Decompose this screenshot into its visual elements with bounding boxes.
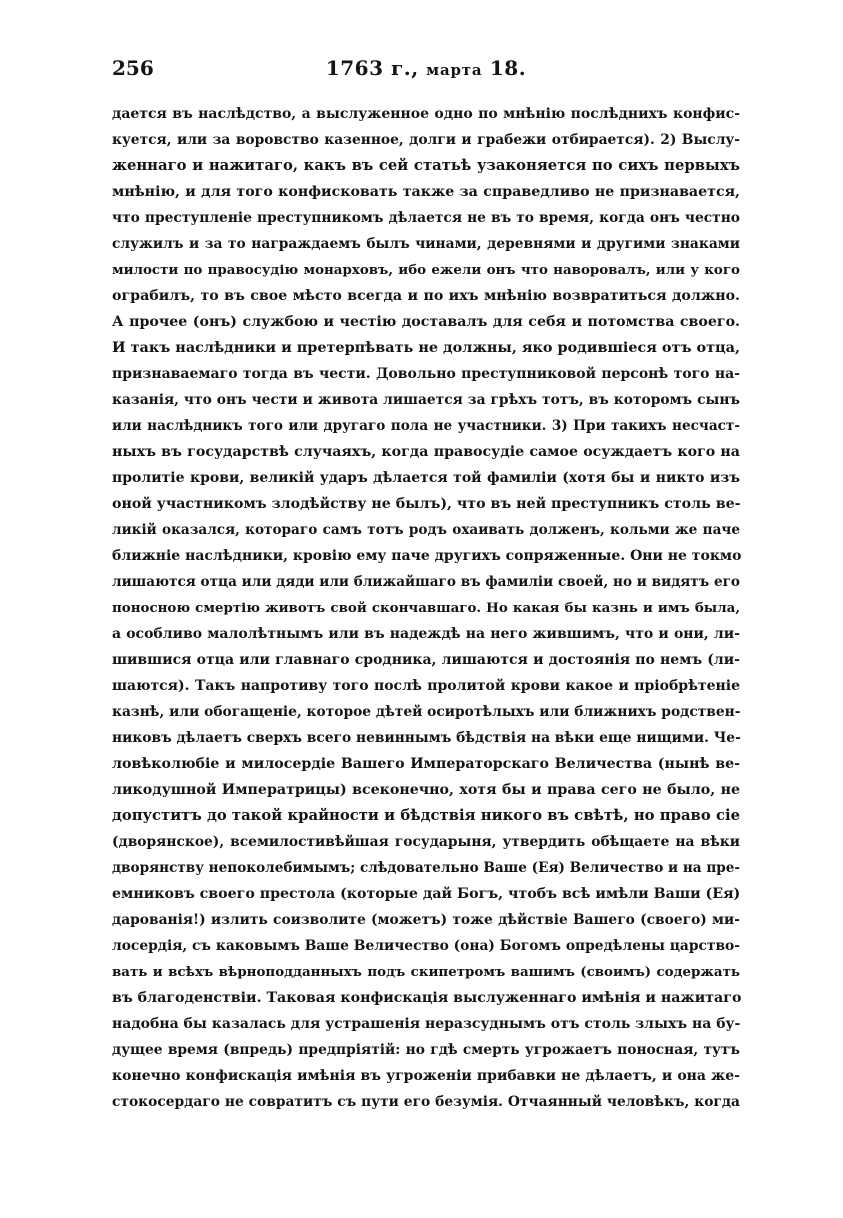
text-line: ликій оказался, котораго самъ тотъ родъ охаивать долженъ, кольми же паче: [112, 522, 740, 538]
text-line: А прочее (онъ) службою и честію доставалъ для себя и потомства своего.: [112, 314, 740, 330]
text-line: надобна бы казалась для устрашенія неразсуднымъ отъ столь злыхъ на бу-: [112, 1016, 741, 1032]
page-header: [112, 56, 740, 86]
running-head: [112, 56, 740, 80]
text-line: женнаго и нажитаго, какъ въ сей статьѣ узаконяется по сихъ первыхъ: [112, 157, 740, 174]
text-line: дущее время (впредь) предпріятій: но гдѣ смерть угрожаетъ поносная, тутъ: [112, 1042, 740, 1058]
text-line: допуститъ до такой крайности и бѣдствія никого въ свѣтѣ, но право сіе: [112, 807, 740, 824]
text-line: И такъ наслѣдники и претерпѣвать не должны, яко родившіеся отъ отца,: [112, 339, 740, 356]
text-line: ближніе наслѣдники, кровію ему паче другихъ сопряженные. Они не токмо: [112, 548, 742, 564]
text-line: служилъ и за то награждаемъ былъ чинами, деревнями и другими знаками: [112, 236, 740, 252]
text-line: казнѣ, или обогащеніе, которое дѣтей осиротѣлыхъ или ближнихъ родствен-: [112, 704, 741, 720]
running-head-year: 1763 г.,: [325, 56, 419, 80]
text-line: милости по правосудію монарховъ, ибо ежели онъ что наворовалъ, или у кого: [112, 262, 740, 278]
running-head-month: марта: [426, 61, 483, 79]
text-line: дарованія!) излить соизволите (можетъ) тоже дѣйствіе Вашего (своего) ми-: [112, 912, 740, 928]
text-line: лишаются отца или дяди или ближайшаго въ фамиліи своей, но и видятъ его: [112, 574, 740, 590]
text-line: ограбилъ, то въ свое мѣсто всегда и по ихъ мнѣнію возвратиться должно.: [112, 288, 740, 304]
text-line: (дворянское), всемилостивѣйшая государыня, утвердить обѣщаете на вѣки: [112, 834, 740, 850]
text-line: въ благоденствіи. Таковая конфискація выслуженнаго имѣнія и нажитаго: [112, 990, 742, 1006]
text-line: куется, или за воровство казенное, долги и грабежи отбирается). 2) Выслу-: [112, 132, 740, 148]
text-line: лосердія, съ каковымъ Ваше Величество (она) Богомъ опредѣлены царство-: [112, 938, 740, 954]
text-line: ловѣколюбіе и милосердіе Вашего Императорскаго Величества (нынѣ ве-: [112, 756, 740, 772]
text-line: оной участникомъ злодѣйству не былъ), что въ ней преступникъ столь ве-: [112, 496, 741, 512]
text-line: а особливо малолѣтнымъ или въ надеждѣ на него жившимъ, что и они, ли-: [112, 626, 740, 642]
page-number: 256: [112, 56, 154, 80]
text-line: вать и всѣхъ вѣрноподданныхъ подъ скипетромъ вашимъ (своимъ) содержать: [112, 964, 740, 980]
text-line: пролитіе крови, великій ударъ дѣлается той фамиліи (хотя бы и никто изъ: [112, 470, 740, 486]
text-line: или наслѣдникъ того или другаго пола не участники. 3) При такихъ несчаст-: [112, 418, 740, 434]
body-text: [112, 101, 740, 1115]
text-line: шаются). Такъ напротиву того послѣ пролитой крови какое и пріобрѣтеніе: [112, 678, 740, 694]
text-line: мнѣнію, и для того конфисковать также за справедливо не признавается,: [112, 184, 740, 200]
text-line: конечно конфискація имѣнія въ угроженіи прибавки не дѣлаетъ, и она же-: [112, 1068, 740, 1084]
text-line: признаваемаго тогда въ чести. Довольно преступниковой персонѣ того на-: [112, 366, 740, 382]
running-head-day: 18.: [489, 56, 527, 80]
text-line: казанія, что онъ чести и живота лишается за грѣхъ тотъ, въ которомъ сынъ: [112, 392, 740, 408]
text-line: дается въ наслѣдство, а выслуженное одно по мнѣнію послѣднихъ конфис-: [112, 106, 740, 122]
text-line: стокосердаго не совратитъ съ пути его безумія. Отчаянный человѣкъ, когда: [112, 1094, 740, 1110]
text-line: ныхъ въ государствѣ случаяхъ, когда правосудіе самое осуждаетъ кого на: [112, 444, 740, 460]
text-line: дворянству непоколебимымъ; слѣдовательно Ваше (Ея) Величество и на пре-: [112, 860, 741, 876]
text-line: что преступленіе преступникомъ дѣлается не въ то время, когда онъ честно: [112, 210, 740, 226]
text-line: емниковъ своего престола (которые дай Богъ, чтобъ всѣ имѣли Ваши (Ея): [112, 886, 741, 902]
text-line: ликодушной Императрицы) всеконечно, хотя бы и права сего не было, не: [112, 782, 740, 798]
text-line: никовъ дѣлаетъ сверхъ всего невиннымъ бѣдствія на вѣки еще нищими. Че-: [112, 730, 741, 746]
text-line: поносною смертію животъ свой скончавшаго. Но какая бы казнь и имъ была,: [112, 600, 740, 616]
text-line: шившися отца или главнаго сродника, лишаются и достоянія по немъ (ли-: [112, 652, 740, 668]
